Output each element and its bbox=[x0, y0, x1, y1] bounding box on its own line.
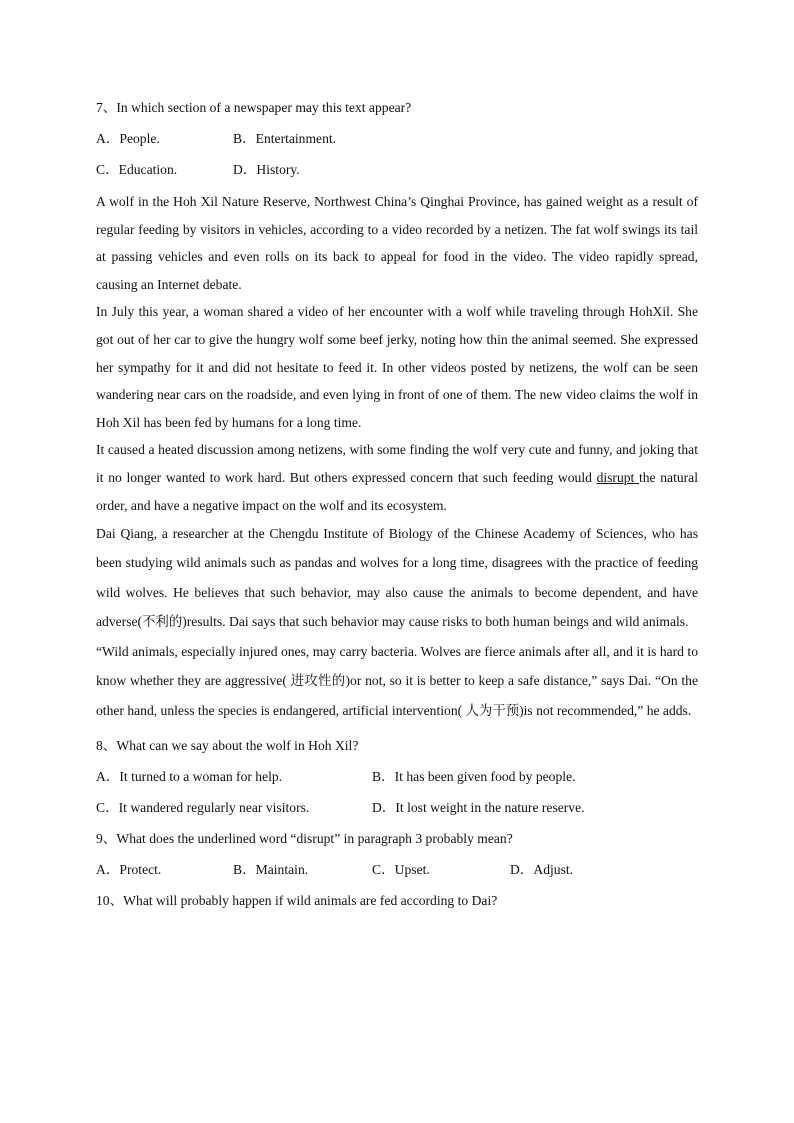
q7-option-b: B．Entertainment. bbox=[233, 131, 337, 146]
q7-option-a: A．People. bbox=[96, 131, 160, 146]
paragraph-5-text-a: “Wild animals, especially injured ones, may carry bacteria. Wolves are fierce animals after all, and it is hard to know whether they are aggressive( bbox=[96, 643, 698, 689]
question-8-options-row-2 bbox=[96, 792, 698, 823]
q8-option-c: C．It wandered regularly near visitors. bbox=[96, 799, 310, 815]
question-7-options-row-1 bbox=[96, 123, 698, 154]
q7-option-d: D．History. bbox=[233, 162, 300, 177]
paragraph-4-text-start: Dai Qiang, a researcher at the Chengdu Institute of Biology of the Chinese Academy of Sciences, who has been studying wild animals such as pandas and wolves for a long time, disagrees with the practice of feeding wild wolves. He believes that such behavior, may also cause the animals to become dependent, and have adverse( bbox=[96, 526, 698, 629]
q9-option-d: D．Adjust. bbox=[510, 861, 574, 877]
chinese-gloss-intervention: 人为干预 bbox=[465, 704, 520, 720]
q8-option-a: A．It turned to a woman for help. bbox=[96, 768, 283, 784]
question-7: 7、In which section of a newspaper may this text appear? bbox=[96, 100, 412, 115]
question-8-options-row-1 bbox=[96, 761, 698, 792]
q8-option-d: D．It lost weight in the nature reserve. bbox=[372, 799, 585, 815]
q9-option-a: A．Protect. bbox=[96, 861, 162, 877]
q8-option-b: B．It has been given food by people. bbox=[372, 768, 576, 784]
chinese-gloss-adverse: 不利的 bbox=[142, 614, 183, 630]
exam-page bbox=[96, 92, 698, 916]
paragraph-5-text-c: )is not recommended,” he adds. bbox=[519, 703, 692, 719]
question-7-options-row-2 bbox=[96, 154, 698, 185]
passage-paragraph-1: A wolf in the Hoh Xil Nature Reserve, Northwest China’s Qinghai Province, has gained weight as a result of regular feeding by visitors in vehicles, according to a video recorded by a netizen. The fat wolf swings its tail at passing vehicles and even rolls on its back to appeal for food in the video. The video rapidly spread, causing an Internet debate. bbox=[96, 194, 698, 292]
q7-option-c: C．Education. bbox=[96, 162, 178, 177]
question-8: 8、What can we say about the wolf in Hoh Xil? bbox=[96, 737, 359, 753]
question-9: 9、What does the underlined word “disrupt” in paragraph 3 probably mean? bbox=[96, 830, 513, 846]
question-9-options-row bbox=[96, 854, 698, 885]
q9-option-c: C．Upset. bbox=[372, 861, 430, 877]
passage-paragraph-2: In July this year, a woman shared a video of her encounter with a wolf while traveling through HohXil. She got out of her car to give the hungry wolf some beef jerky, noting how thin the animal seemed. She expressed her sympathy for it and did not hesitate to feed it. In other videos posted by netizens, the wolf can be seen wandering near cars on the roadside, and even lying in front of one of them. The new video claims the wolf in Hoh Xil has been fed by humans for a long time. bbox=[96, 304, 698, 430]
passage-paragraph-5 bbox=[96, 637, 698, 727]
passage-paragraph-4 bbox=[96, 519, 698, 637]
q9-option-b: B．Maintain. bbox=[233, 861, 309, 877]
chinese-gloss-aggressive: 进攻性的 bbox=[290, 674, 346, 690]
paragraph-4-text-end: )results. Dai says that such behavior may cause risks to both human beings and wild animals. bbox=[182, 613, 689, 629]
paragraph-3-text-end: the natural order, and have a negative impact on the wolf and its ecosystem. bbox=[96, 469, 698, 513]
paragraph-3-text-start: It caused a heated discussion among netizens, with some finding the wolf very cute and funny, and joking that it no longer wanted to work hard. But others expressed concern that such feeding would bbox=[96, 442, 698, 485]
underlined-word-disrupt: disrupt bbox=[596, 469, 639, 485]
paragraph-5-text-b: )or not, so it is better to keep a safe distance,” says Dai. “On the other hand, unless the species is endangered, artificial intervention( bbox=[96, 673, 698, 719]
question-10: 10、What will probably happen if wild animals are fed according to Dai? bbox=[96, 892, 498, 908]
passage-paragraph-3 bbox=[96, 436, 698, 519]
